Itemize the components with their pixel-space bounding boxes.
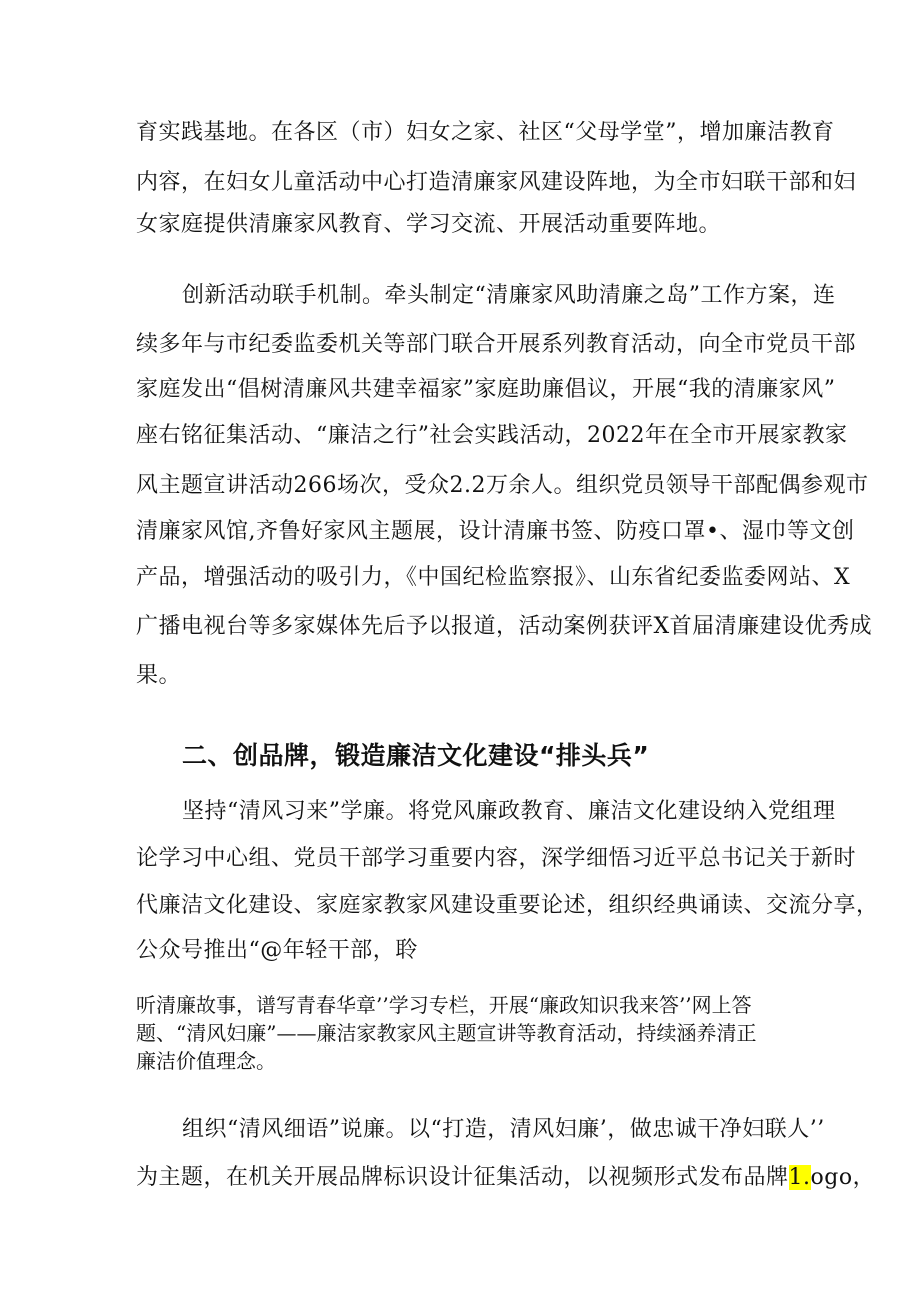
text-line: 创新活动联手机制。牵头制定“清廉家风助清廉之岛”工作方案，连 (182, 283, 836, 308)
text-line: 听清廉故事，谱写青春华章’’学习专栏，开展“廉政知识我来答’’网上答 (136, 993, 752, 1017)
text-line: 产品，增强活动的吸引力，《中国纪检监察报》、山东省纪委监委网站、X (136, 565, 851, 590)
section-heading: 二、创品牌，锻造廉洁文化建设“排头兵” (182, 741, 650, 770)
highlighted-text: 1. (788, 1165, 811, 1190)
text-line: 坚持“清风习来”学廉。将党风廉政教育、廉洁文化建设纳入党组理 (182, 799, 836, 824)
text-line: 公众号推出“@年轻干部，聆 (136, 938, 418, 963)
text-line: 果。 (136, 663, 182, 688)
text-line: 广播电视台等多家媒体先后予以报道，活动案例获评X首届清廉建设优秀成 (136, 614, 873, 639)
text-line: 家庭发出“倡树清廉风共建幸福家”家庭助廉倡议，开展“我的清廉家风” (136, 377, 836, 402)
text-line-with-highlight (136, 1163, 875, 1193)
text-segment: 为主题，在机关开展品牌标识设计征集活动，以视频形式发布品牌 (136, 1165, 789, 1190)
text-line: 续多年与市纪委监委机关等部门联合开展系列教育活动，向全市党员干部 (136, 332, 857, 357)
text-line: 论学习中心组、党员干部学习重要内容，深学细悟习近平总书记关于新时 (136, 846, 857, 871)
text-line: 座右铭征集活动、“廉洁之行”社会实践活动，2022年在全市开展家教家 (136, 423, 848, 448)
text-line: 风主题宣讲活动266场次，受众2.2万余人。组织党员领导干部配偶参观市 (136, 473, 869, 498)
text-line: 内容，在妇女儿童活动中心打造清廉家风建设阵地，为全市妇联干部和妇 (136, 170, 857, 195)
text-line: 廉洁价值理念。 (136, 1049, 276, 1073)
text-line: 题、“清风妇廉”——廉洁家教家风主题宣讲等教育活动，持续涵养清正 (136, 1021, 757, 1045)
text-line: 女家庭提供清廉家风教育、学习交流、开展活动重要阵地。 (136, 212, 722, 237)
text-line: 代廉洁文化建设、家庭家教家风建设重要论述，组织经典诵读、交流分享， (136, 893, 879, 918)
text-line: 育实践基地。在各区（市）妇女之家、社区“父母学堂”，增加廉洁教育 (136, 120, 835, 145)
text-segment: ogo， (810, 1165, 876, 1190)
text-line: 清廉家风馆,齐鲁好家风主题展，设计清廉书签、防疫口罩•、湿巾等文创 (136, 519, 855, 544)
text-line: 组织“清风细语”说廉。以“打造，清风妇廉’，做忠诚干净妇联人’’ (182, 1117, 825, 1142)
